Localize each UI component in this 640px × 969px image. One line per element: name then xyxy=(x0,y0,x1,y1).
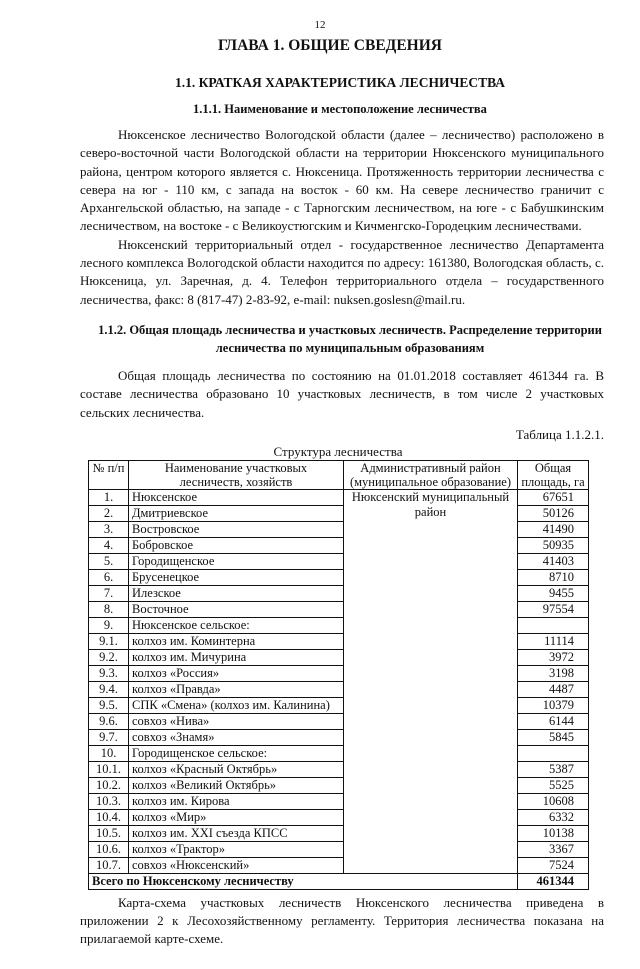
row-number: 4. xyxy=(89,537,129,553)
table-caption: Таблица 1.1.2.1. xyxy=(515,426,604,442)
area-value: 67651 xyxy=(518,489,589,505)
row-number: 10.6. xyxy=(89,841,129,857)
area-value: 8710 xyxy=(518,569,589,585)
row-number: 10.7. xyxy=(89,857,129,873)
forestry-name: Нюксенское xyxy=(129,489,344,505)
chapter-title: ГЛАВА 1. ОБЩИЕ СВЕДЕНИЯ xyxy=(218,37,442,54)
forestry-name: колхоз «Великий Октябрь» xyxy=(129,777,344,793)
paragraph: Общая площадь лесничества по состоянию на 01.01.2018 составляет 461344 га. В составе лесничества образовано 10 участковых лесничеств, в том числе 2 участковых сельских лесничества. xyxy=(80,367,604,420)
forestry-name: колхоз «Правда» xyxy=(129,681,344,697)
column-header: № п/п xyxy=(89,460,129,489)
column-header: Общая площадь, га xyxy=(518,460,589,489)
row-number: 5. xyxy=(89,553,129,569)
area-value: 3367 xyxy=(518,841,589,857)
row-number: 9.7. xyxy=(89,729,129,745)
row-number: 1. xyxy=(89,489,129,505)
paragraph: Нюксенский территориальный отдел - государственное лесничество Департамента лесного комплекса Вологодской области находится по адресу: 161380, Вологодская область, с. Нюксеница, ул. Заречная, д. 4. Телефон территориального отдела – государственного лесничества, факс: 8 (817-47) 2-83-92, e-mail: nuksen.goslesn@mail.ru. xyxy=(80,236,604,307)
forestry-name: колхоз им. Мичурина xyxy=(129,649,344,665)
area-value: 11114 xyxy=(518,633,589,649)
column-header: Наименование участковых лесничеств, хозяйств xyxy=(129,460,344,489)
row-number: 10.3. xyxy=(89,793,129,809)
total-row xyxy=(89,873,589,889)
forestry-name: Городищенское xyxy=(129,553,344,569)
area-value: 7524 xyxy=(518,857,589,873)
forestry-name: колхоз им. XXI съезда КПСС xyxy=(129,825,344,841)
row-number: 10.4. xyxy=(89,809,129,825)
admin-region: Нюксенский муниципальный район xyxy=(344,489,518,873)
area-value xyxy=(518,617,589,633)
area-value: 3972 xyxy=(518,649,589,665)
forestry-name: колхоз им. Коминтерна xyxy=(129,633,344,649)
area-value: 50935 xyxy=(518,537,589,553)
area-value: 41403 xyxy=(518,553,589,569)
row-number: 8. xyxy=(89,601,129,617)
area-value: 97554 xyxy=(518,601,589,617)
row-number: 9.2. xyxy=(89,649,129,665)
area-value: 3198 xyxy=(518,665,589,681)
forestry-name: колхоз им. Кирова xyxy=(129,793,344,809)
area-value: 10608 xyxy=(518,793,589,809)
forestry-name: Илезское xyxy=(129,585,344,601)
row-number: 10. xyxy=(89,745,129,761)
row-number: 9.1. xyxy=(89,633,129,649)
area-value xyxy=(518,745,589,761)
forestry-name: СПК «Смена» (колхоз им. Калинина) xyxy=(129,697,344,713)
total-value: 461344 xyxy=(518,873,589,889)
forestry-name: совхоз «Нива» xyxy=(129,713,344,729)
row-number: 10.2. xyxy=(89,777,129,793)
row-number: 9.4. xyxy=(89,681,129,697)
area-value: 4487 xyxy=(518,681,589,697)
row-number: 2. xyxy=(89,505,129,521)
row-number: 10.1. xyxy=(89,761,129,777)
area-value: 10138 xyxy=(518,825,589,841)
subsection-title: 1.1.1. Наименование и местоположение лесничества xyxy=(193,102,487,116)
table-row xyxy=(89,489,589,505)
row-number: 6. xyxy=(89,569,129,585)
forestry-name: совхоз «Знамя» xyxy=(129,729,344,745)
column-header: Административный район (муниципальное образование) xyxy=(344,460,518,489)
area-value: 10379 xyxy=(518,697,589,713)
forestry-name: колхоз «Россия» xyxy=(129,665,344,681)
subsection-title: 1.1.2. Общая площадь лесничества и участковых лесничеств. Распределение территории лесничества по муниципальным образованиям xyxy=(98,322,602,355)
area-value: 6332 xyxy=(518,809,589,825)
forestry-name: Восточное xyxy=(129,601,344,617)
row-number: 9.6. xyxy=(89,713,129,729)
row-number: 10.5. xyxy=(89,825,129,841)
forestry-name: колхоз «Красный Октябрь» xyxy=(129,761,344,777)
paragraph: Карта-схема участковых лесничеств Нюксенского лесничества приведена в приложении 2 к Лесохозяйственному регламенту. Территория лесничества показана на прилагаемой карте-схеме. xyxy=(80,894,604,947)
area-value: 6144 xyxy=(518,713,589,729)
forestry-name: Дмитриевское xyxy=(129,505,344,521)
forestry-name: колхоз «Мир» xyxy=(129,809,344,825)
forestry-name: Городищенское сельское: xyxy=(129,745,344,761)
area-value: 5387 xyxy=(518,761,589,777)
row-number: 9.5. xyxy=(89,697,129,713)
area-value: 50126 xyxy=(518,505,589,521)
total-label: Всего по Нюксенскому лесничеству xyxy=(89,873,518,889)
forestry-name: Востровское xyxy=(129,521,344,537)
row-number: 9. xyxy=(89,617,129,633)
area-value: 41490 xyxy=(518,521,589,537)
forestry-name: Брусенецкое xyxy=(129,569,344,585)
forestry-name: колхоз «Трактор» xyxy=(129,841,344,857)
area-value: 9455 xyxy=(518,585,589,601)
paragraph: Нюксенское лесничество Вологодской области (далее – лесничество) расположено в северо-восточной части Вологодской области на территории Нюксенского муниципального района, центром которого является с. Нюксеница. Протяженность территории лесничества с севера на юг - 110 км, с запада на восток - 60 км. На севере лесничество граничит с Архангельской областью, на западе - с Тарногским лесничеством, на юге - с Бабушкинским лесничеством, на востоке - с Великоустюгским и Кичменгско-Городецким лесничествами. xyxy=(80,127,604,234)
area-value: 5525 xyxy=(518,777,589,793)
structure-table xyxy=(88,460,589,890)
forestry-name: совхоз «Нюксенский» xyxy=(129,857,344,873)
table-title: Структура лесничества xyxy=(273,443,403,459)
area-value: 5845 xyxy=(518,729,589,745)
row-number: 3. xyxy=(89,521,129,537)
row-number: 7. xyxy=(89,585,129,601)
section-title: 1.1. КРАТКАЯ ХАРАКТЕРИСТИКА ЛЕСНИЧЕСТВА xyxy=(174,75,506,90)
forestry-name: Бобровское xyxy=(129,537,344,553)
page-number: 12 xyxy=(314,19,326,31)
forestry-name: Нюксенское сельское: xyxy=(129,617,344,633)
row-number: 9.3. xyxy=(89,665,129,681)
